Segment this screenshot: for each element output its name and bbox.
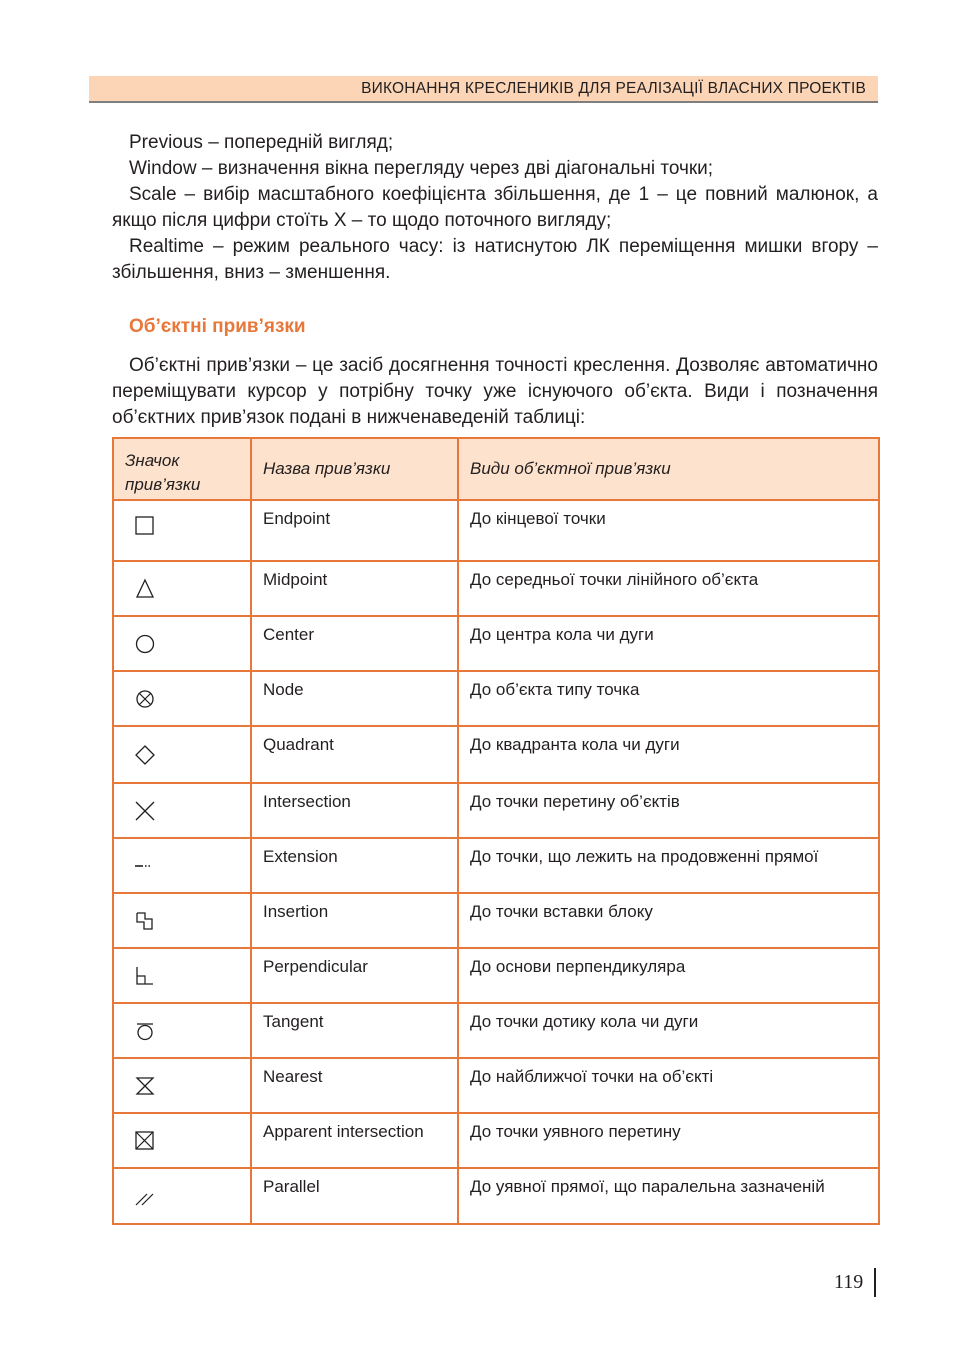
tangent-icon [134, 1020, 156, 1042]
column-header-description: Види об’єктної прив’язки [458, 438, 879, 500]
snap-name: Tangent [251, 1003, 458, 1058]
endpoint-icon [134, 515, 156, 537]
perpendicular-icon [134, 965, 156, 987]
table-row [113, 500, 879, 561]
snap-name: Extension [251, 838, 458, 893]
column-header-name: Назва прив’язки [251, 438, 458, 500]
intro-paragraph: Previous – попередній вигляд; [129, 132, 394, 153]
snap-description: До уявної прямої, що паралельна зазначеній [458, 1168, 879, 1224]
insertion-icon [134, 910, 156, 932]
table-row [113, 1003, 879, 1058]
snap-name: Apparent intersection [251, 1113, 458, 1168]
icon-cell [113, 726, 251, 783]
snap-name: Quadrant [251, 726, 458, 783]
midpoint-icon [134, 578, 156, 600]
snap-description: До об’єкта типу точка [458, 671, 879, 726]
column-header-icon: Значок прив’язки [113, 438, 251, 500]
snap-name: Perpendicular [251, 948, 458, 1003]
node-icon [134, 688, 156, 710]
intro-text [112, 130, 878, 286]
snap-description: До центра кола чи дуги [458, 616, 879, 671]
table-row [113, 1168, 879, 1224]
section-paragraph: Об’єктні прив’язки – це засіб досягнення точності креслення. Дозволяє автоматично переміщувати курсор у потрібну точку уже існуючого об’єкта. Види і позначення об’єктних прив’язок подані в нижченаведеній таблиці: [112, 355, 878, 428]
icon-cell [113, 1003, 251, 1058]
apparent-intersection-icon [134, 1130, 156, 1152]
table-header-row [113, 438, 879, 500]
table-row [113, 1113, 879, 1168]
nearest-icon [134, 1075, 156, 1097]
snap-description: До точки вставки блоку [458, 893, 879, 948]
intro-paragraph: Scale – вибір масштабного коефіцієнта збільшення, де 1 – це повний малюнок, а якщо після цифри стоїть X – то щодо поточного вигляду; [112, 184, 878, 231]
icon-cell [113, 561, 251, 616]
center-icon [134, 633, 156, 655]
running-header-title: ВИКОНАННЯ КРЕСЛЕНИКІВ ДЛЯ РЕАЛІЗАЦІЇ ВЛАСНИХ ПРОЕКТІВ [361, 80, 866, 97]
table-row [113, 1058, 879, 1113]
table-row [113, 561, 879, 616]
icon-cell [113, 671, 251, 726]
icon-cell [113, 1058, 251, 1113]
snap-name: Endpoint [251, 500, 458, 561]
icon-cell [113, 893, 251, 948]
icon-cell [113, 1113, 251, 1168]
snap-description: До точки, що лежить на продовженні прямої [458, 838, 879, 893]
page-number-divider [874, 1268, 876, 1297]
snap-description: До точки уявного перетину [458, 1113, 879, 1168]
snap-description: До точки дотику кола чи дуги [458, 1003, 879, 1058]
snap-name: Intersection [251, 783, 458, 838]
running-header [89, 76, 878, 103]
snap-description: До середньої точки лінійного об’єкта [458, 561, 879, 616]
table-row [113, 948, 879, 1003]
table-row [113, 783, 879, 838]
table-row [113, 671, 879, 726]
icon-cell [113, 500, 251, 561]
icon-cell [113, 783, 251, 838]
icon-cell [113, 616, 251, 671]
snap-description: До точки перетину об’єктів [458, 783, 879, 838]
snap-name: Parallel [251, 1168, 458, 1224]
section-heading: Об’єктні прив’язки [129, 316, 306, 337]
snap-name: Node [251, 671, 458, 726]
snap-description: До квадранта кола чи дуги [458, 726, 879, 783]
snap-name: Center [251, 616, 458, 671]
snap-description: До основи перпендикуляра [458, 948, 879, 1003]
table-row [113, 616, 879, 671]
snap-name: Nearest [251, 1058, 458, 1113]
page-number: 119 [834, 1271, 864, 1293]
intro-paragraph: Realtime – режим реального часу: із натиснутою ЛК переміщення мишки вгору – збільшення, вниз – зменшення. [112, 236, 878, 283]
snap-name: Midpoint [251, 561, 458, 616]
snap-description: До найближчої точки на об’єкті [458, 1058, 879, 1113]
icon-cell [113, 838, 251, 893]
object-snaps-table [112, 437, 880, 1225]
snap-description: До кінцевої точки [458, 500, 879, 561]
quadrant-icon [134, 744, 156, 766]
intersection-icon [134, 800, 156, 822]
parallel-icon [134, 1185, 156, 1207]
icon-cell [113, 1168, 251, 1224]
table-row [113, 838, 879, 893]
icon-cell [113, 948, 251, 1003]
snap-name: Insertion [251, 893, 458, 948]
table-row [113, 893, 879, 948]
intro-paragraph: Window – визначення вікна перегляду через дві діагональні точки; [129, 158, 714, 179]
extension-icon [134, 855, 156, 877]
table-row [113, 726, 879, 783]
